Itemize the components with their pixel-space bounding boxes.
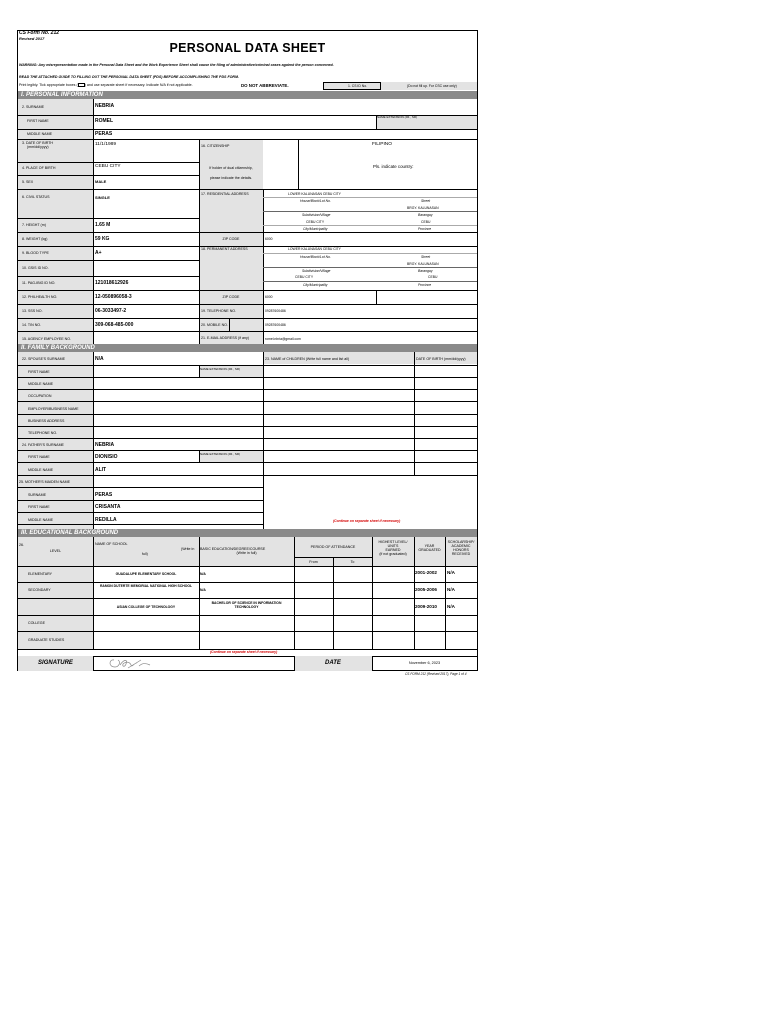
res-province-value[interactable]: CEBU [421, 220, 431, 224]
perm-house-caption: House/Block/Lot No. [300, 255, 331, 259]
education-course[interactable]: N/A [200, 588, 206, 592]
tin-value[interactable]: 309-068-485-000 [95, 322, 134, 328]
highest-header-3: EARNED [385, 548, 401, 552]
mobile-label: 20. MOBILE NO. [201, 323, 228, 327]
child-dob-label: DATE OF BIRTH (mm/dd/yyyy) [416, 357, 466, 361]
education-level: SECONDARY [28, 588, 51, 592]
education-honors[interactable]: N/A [447, 604, 455, 609]
education-course[interactable]: N/A [200, 572, 206, 576]
perm-zip-label: ZIP CODE [222, 295, 240, 299]
section-title: III. EDUCATIONAL BACKGROUND [21, 530, 119, 536]
street-caption: Street [421, 199, 431, 203]
no-abbreviate-note: DO NOT ABBREVIATE. [241, 83, 289, 88]
course-write-note: (Write in full) [236, 551, 257, 555]
citizenship-label: 16. CITIZENSHIP [201, 144, 230, 148]
spouse-name-ext-label: NAME EXTENSION (JR., SR) [200, 367, 241, 371]
from-header: From [309, 560, 318, 564]
res-brgy-value[interactable]: BRGY. KALUNASAN [407, 206, 439, 210]
cs-id-label: 1. CS ID No. [348, 84, 368, 88]
perm-barangay-caption: Barangay [418, 269, 433, 273]
permanent-address-label: 18. PERMANENT ADDRESS [201, 247, 248, 251]
education-level: COLLEGE [28, 621, 45, 625]
middle-name-value[interactable]: PERAS [95, 131, 113, 137]
education-course[interactable]: BACHELOR OF SCIENCE IN INFORMATION TECHNOLOGY [211, 601, 282, 609]
citizenship-value[interactable]: FILIPINO [372, 142, 392, 147]
dual-citizenship-note-1: If holder of dual citizenship, [209, 166, 253, 170]
agency-employee-label: 15. AGENCY EMPLOYEE NO. [22, 337, 72, 341]
education-number: 26. [19, 543, 24, 547]
father-first-name-value[interactable]: DIONISIO [95, 454, 118, 460]
print-note-b: ) and use separate sheet if necessary. Indicate N/A if not applicable. [84, 83, 193, 87]
mother-surname-label: SURNAME [28, 493, 46, 497]
blood-type-label: 9. BLOOD TYPE [22, 251, 49, 255]
school-header: NAME OF SCHOOL [95, 542, 128, 546]
form-number: CS Form No. 212 [19, 30, 60, 36]
education-honors[interactable]: N/A [447, 570, 455, 575]
perm-province-caption: Province [418, 283, 432, 287]
civil-status-value[interactable]: SINGLE [95, 195, 110, 200]
section-personal-information [18, 91, 477, 99]
middle-name-label: MIDDLE NAME [27, 132, 52, 136]
telephone-value[interactable]: 09287600486 [265, 309, 286, 313]
tick-box-sample [78, 83, 85, 87]
education-year[interactable]: 2001-2002 [415, 570, 437, 575]
read-guide-text: READ THE ATTACHED GUIDE TO FILLING OUT THE PERSONAL DATA SHEET (PDS) BEFORE ACCOMPLISHING THE PDS FORM. [19, 75, 240, 79]
pob-label: 4. PLACE OF BIRTH [22, 166, 56, 170]
sex-label: 5. SEX [22, 180, 34, 184]
spouse-surname-label: 22. SPOUSE'S SURNAME [22, 357, 66, 361]
philhealth-value[interactable]: 12-050896058-3 [95, 294, 132, 300]
telephone-label: 19. TELEPHONE NO. [201, 309, 237, 313]
cs-use-note: (Do not fill up. For CSC use only) [407, 84, 457, 88]
pagibig-label: 11. PAG-IBIG ID NO. [22, 281, 56, 285]
dual-citizenship-note-2: please indicate the details. [209, 176, 253, 180]
date-value[interactable]: November 6, 2023 [408, 661, 441, 665]
weight-value[interactable]: 59 KG [95, 236, 110, 242]
sss-label: 13. SSS NO. [22, 309, 43, 313]
form-footer-reference: CS FORM 212 (Revised 2017), Page 1 of 4 [405, 672, 467, 676]
mother-surname-value[interactable]: PERAS [95, 492, 113, 498]
perm-zip-value[interactable]: 6000 [265, 295, 273, 299]
residential-address-label: 17. RESIDENTIAL ADDRESS [201, 192, 249, 196]
sex-value[interactable]: MALE [95, 179, 107, 184]
email-value[interactable]: romel.nbria@gmail.com [265, 337, 301, 341]
gsis-label: 10. GSIS ID NO. [22, 266, 49, 270]
perm-street-caption: Street [421, 255, 431, 259]
education-level: GRADUATE STUDIES [28, 638, 65, 642]
mother-first-name-label: FIRST NAME [28, 505, 50, 509]
form-title: PERSONAL DATA SHEET [169, 41, 326, 55]
country-label: Pls. indicate country: [373, 164, 414, 169]
res-city-value[interactable]: CEBU CITY [306, 220, 325, 224]
subdivision-caption: Subdivision/Village [302, 213, 331, 217]
school-write-note: (Write in [181, 547, 195, 551]
father-surname-label: 24. FATHER'S SURNAME [22, 443, 64, 447]
highest-header-1: HIGHEST LEVEL/ [378, 540, 408, 544]
perm-city-caption: City/Municipality [303, 283, 328, 287]
honors-header-1: SCHOLARSHIP/ [447, 540, 475, 544]
province-caption: Province [418, 227, 432, 231]
signature-label: SIGNATURE [38, 660, 73, 666]
height-label: 7. HEIGHT (m) [22, 223, 46, 227]
signature-image [106, 656, 156, 671]
year-header-1: YEAR [424, 544, 435, 548]
spouse-telephone-label: TELEPHONE NO. [28, 431, 58, 435]
perm-city-value[interactable]: CEBU CITY [295, 275, 314, 279]
business-address-label: BUSINESS ADDRESS [28, 419, 65, 423]
surname-value[interactable]: NEBRIA [95, 103, 115, 109]
education-level: ELEMENTARY [28, 572, 53, 576]
to-header: To [350, 560, 355, 564]
perm-house-value[interactable]: LOWER KALUNASAN CEBU CITY [288, 247, 341, 251]
house-caption: House/Block/Lot No. [300, 199, 331, 203]
section-educational-background [18, 529, 477, 537]
pob-value[interactable]: CEBU CITY [95, 164, 121, 169]
perm-brgy-value[interactable]: BRGY. KALUNASAN [407, 262, 439, 266]
education-year[interactable]: 2009-2010 [415, 604, 437, 609]
school-full-note: full) [142, 552, 148, 556]
spouse-surname-value[interactable]: N/A [95, 356, 104, 362]
res-zip-label: ZIP CODE [222, 237, 240, 241]
first-name-value[interactable]: ROMEL [95, 118, 114, 124]
mother-middle-name-label: MIDDLE NAME [28, 518, 53, 522]
education-year[interactable]: 2005-2006 [415, 587, 437, 592]
father-surname-value[interactable]: NEBRIA [95, 442, 115, 448]
occupation-label: OCCUPATION [28, 394, 52, 398]
period-header: PERIOD OF ATTENDANCE [310, 545, 356, 549]
blood-type-value[interactable]: A+ [95, 250, 102, 256]
print-note [19, 83, 193, 87]
res-zip-value[interactable]: 6000 [265, 237, 273, 241]
education-honors[interactable]: N/A [447, 587, 455, 592]
mother-maiden-label: 25. MOTHER'S MAIDEN NAME [19, 480, 71, 484]
mobile-value[interactable]: 09287600486 [265, 323, 286, 327]
city-caption: City/Municipality [303, 227, 328, 231]
father-middle-name-value[interactable]: ALIT [95, 467, 107, 473]
perm-province-value[interactable]: CEBU [428, 275, 438, 279]
first-name-label: FIRST NAME [27, 119, 49, 123]
res-house-value[interactable]: LOWER KALUNASAN CEBU CITY [288, 192, 341, 196]
spouse-first-name-label: FIRST NAME [28, 370, 50, 374]
family-continue-note: (Continue on separate sheet if necessary) [333, 519, 401, 523]
education-school[interactable]: ASIAN COLLEGE OF TECHNOLOGY [116, 605, 176, 609]
highest-header-4: (if not graduated) [379, 552, 407, 556]
perm-subdivision-caption: Subdivision/Village [302, 269, 331, 273]
highest-header-2: UNITS [387, 544, 399, 548]
warning-text: WARNING: Any misrepresentation made in the Personal Data Sheet and the Work Experience Sheet shall cause the filing of administrative/criminal cases against the person concerned. [19, 63, 334, 67]
employer-label: EMPLOYER/BUSINESS NAME [28, 407, 79, 411]
dob-format: (mm/dd/yyyy) [27, 145, 49, 149]
father-first-name-label: FIRST NAME [28, 455, 50, 459]
level-header: LEVEL [49, 549, 62, 553]
tin-label: 14. TIN NO. [22, 323, 42, 327]
email-label: 21. E-MAIL ADDRESS (if any) [201, 336, 249, 340]
name-extension-label: NAME EXTENSION (JR., SR) [377, 115, 418, 119]
mother-middle-name-value[interactable]: REDILLA [95, 517, 117, 523]
children-label: 23. NAME of CHILDREN (Write full name and list all) [265, 357, 350, 361]
spouse-middle-name-label: MIDDLE NAME [28, 382, 53, 386]
course-header: BASIC EDUCATION/DEGREE/COURSE [200, 547, 266, 551]
pagibig-value[interactable]: 121018612926 [95, 280, 129, 286]
height-value[interactable]: 1.65 M [95, 222, 111, 228]
personal-data-sheet [17, 30, 478, 671]
education-school[interactable]: RAMON DUTERTE MEMORIAL NATIONAL HIGH SCHOOL [99, 584, 193, 588]
section-family-background [18, 344, 477, 352]
honors-header-4: RECEIVED [451, 552, 471, 556]
civil-status-label: 6. CIVIL STATUS [22, 195, 50, 199]
mother-first-name-value[interactable]: CRISANTA [95, 504, 121, 510]
father-middle-name-label: MIDDLE NAME [28, 468, 53, 472]
surname-label: 2. SURNAME [22, 105, 44, 109]
dob-value[interactable]: 11/1/1989 [95, 142, 116, 147]
date-label: DATE [325, 660, 341, 666]
education-level-bg [18, 566, 93, 649]
barangay-caption: Barangay [418, 213, 433, 217]
weight-label: 8. WEIGHT (kg) [22, 237, 48, 241]
father-name-ext-label: NAME EXTENSION (JR., SR) [200, 452, 241, 456]
form-revised: Revised 2017 [19, 36, 45, 41]
dob-label: 3. DATE OF BIRTH [22, 141, 54, 145]
honors-header-2: ACADEMIC [451, 544, 471, 548]
philhealth-label: 12. PHILHEALTH NO. [22, 295, 58, 299]
honors-header-3: HONORS [453, 548, 469, 552]
education-school[interactable]: GUADALUPE ELEMENTARY SCHOOL [115, 572, 177, 576]
sss-value[interactable]: 06-3033497-2 [95, 308, 127, 314]
section-title: II. FAMILY BACKGROUND [21, 345, 95, 351]
education-continue-note: (Continue on separate sheet if necessary) [210, 650, 278, 654]
year-header-2: GRADUATED [418, 548, 441, 552]
section-title: I. PERSONAL INFORMATION [21, 92, 103, 98]
print-note-a: Print legibly. Tick appropriate boxes ( [19, 83, 78, 87]
